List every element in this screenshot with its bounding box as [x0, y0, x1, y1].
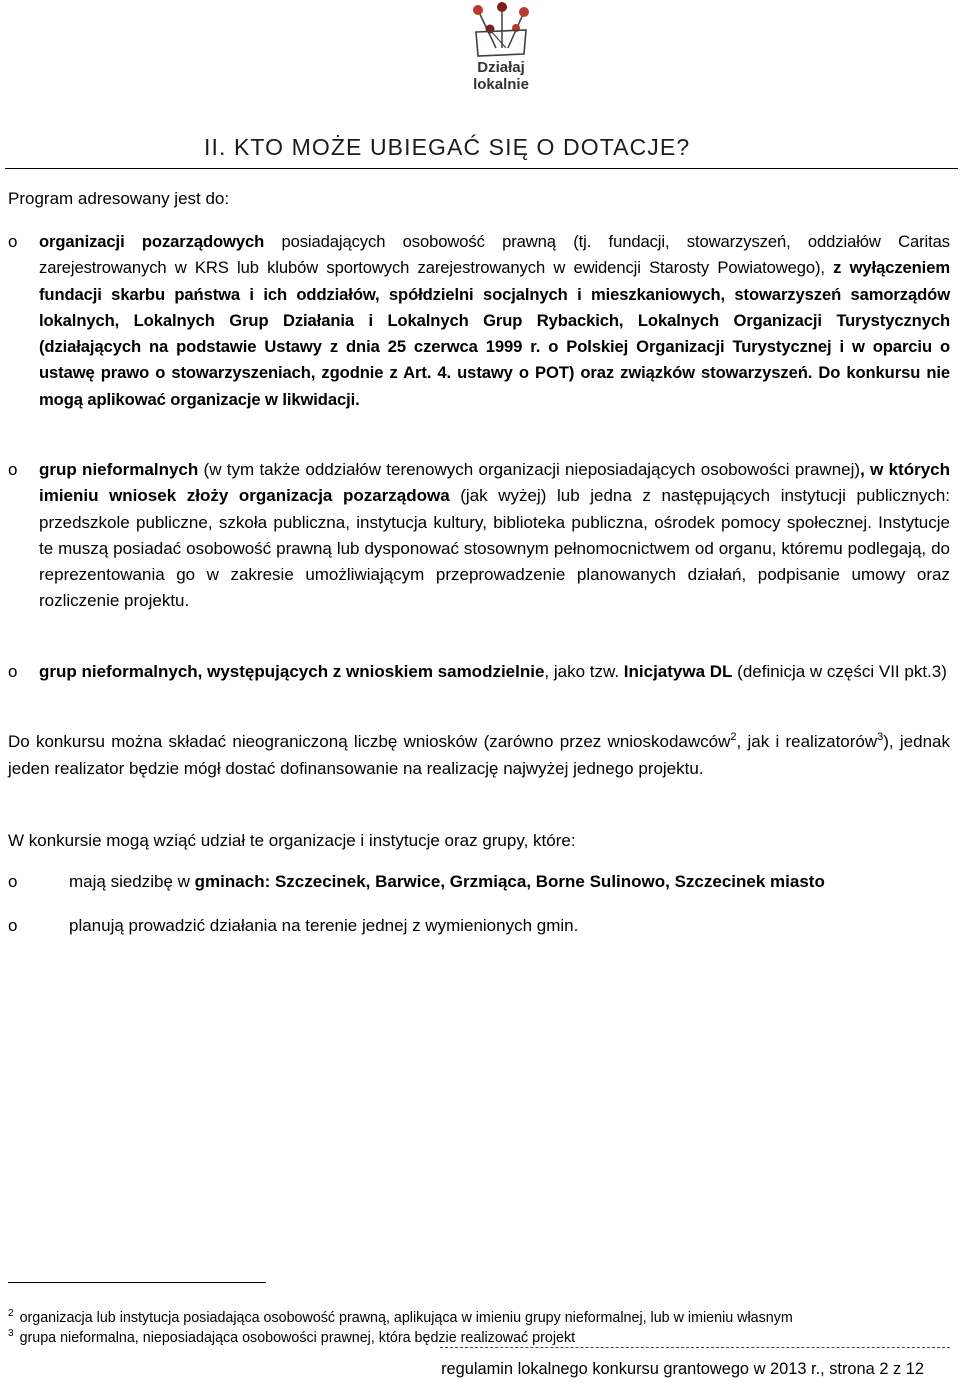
logo-line2: lokalnie — [473, 76, 529, 93]
paragraph-eligibility: W konkursie mogą wziąć udział te organizacje i instytucje oraz grupy, które: — [8, 831, 576, 850]
bold-text: grup nieformalnych — [39, 460, 199, 479]
footnote-divider — [8, 1282, 266, 1283]
flower-icon — [473, 2, 529, 56]
text: Do konkursu można składać nieograniczoną liczbę wniosków (zarówno przez wnioskodawców — [8, 732, 731, 751]
footnote-text: organizacja lub instytucja posiadająca osobowość prawną, aplikująca w imieniu grupy nieformalnej, lub w imieniu własnym — [19, 1310, 793, 1326]
section-heading: II. KTO MOŻE UBIEGAĆ SIĘ O DOTACJE? — [204, 134, 691, 160]
footnote — [8, 1309, 793, 1329]
logo-graphic — [466, 2, 536, 94]
heading-divider — [5, 168, 958, 169]
bullet-icon: o — [8, 662, 18, 681]
list-item — [8, 913, 953, 939]
text: (definicja w części VII pkt.3) — [732, 662, 947, 681]
bold-text: organizacji pozarządowych — [39, 232, 265, 251]
list-item-text — [69, 869, 953, 895]
list-item — [8, 869, 953, 895]
text: ), jednak jeden realizator będzie mógł dostać dofinansowanie na realizację najwyżej jednego projektu. — [8, 732, 950, 778]
list-item-text — [39, 229, 950, 413]
list-item — [8, 659, 950, 685]
text: mają siedzibę w — [69, 872, 195, 891]
text: , jako tzw. — [544, 662, 624, 681]
bold-text: grup nieformalnych, występujących z wnioskiem samodzielnie — [39, 662, 545, 681]
text: (jak wyżej) lub jedna z następujących instytucji publicznych: przedszkole publiczne, szkoła publiczna, instytucja kultury, biblioteka publiczna, ośrodek pomocy społecznej. Instytucje te muszą posiadać osobowość prawną lub dysponować stosownym pełnomocnictwem od organu, któremu podlegają, do reprezentowania go w zakresie umożliwiającym przeprowadzenie planowanych działań, podpisanie umowy oraz rozliczenie projektu. — [39, 486, 950, 611]
bold-text: , w których imieniu wniosek złoży organizacja pozarządowa — [39, 460, 950, 506]
dzialaj-lokalnie-logo — [466, 2, 536, 94]
footnote-text: grupa nieformalna, nieposiadająca osobowości prawnej, która będzie realizować projekt — [19, 1330, 576, 1346]
footer-divider — [440, 1347, 950, 1348]
footnote-number: 3 — [8, 1328, 14, 1339]
bullet-icon: o — [8, 916, 18, 935]
bold-text: z wyłączeniem fundacji skarbu państwa i ich oddziałów, spółdzielni socjalnych i mieszkaniowych, stowarzyszeń samorządów lokalnych, Lokalnych Grup Działania i Lokalnych Grup Rybackich, Lokalnych Organizacji Turystycznych (działających na podstawie Ustawy z dnia 25 czerwca 1999 r. o Polskiej Organizacji Turystycznej i w oparciu o ustawę prawo o stowarzyszeniach, zgodnie z Art. 4. ustawy o POT) oraz związków stowarzyszeń. Do konkursu nie mogą aplikować organizacje w likwidacji. — [39, 258, 950, 409]
list-item-text: planują prowadzić działania na terenie jednej z wymienionych gmin. — [69, 916, 579, 935]
footnote — [8, 1329, 575, 1349]
list-item-text — [39, 457, 950, 615]
list-item — [8, 457, 950, 615]
bold-text: Inicjatywa DL — [623, 662, 733, 681]
bullet-icon: o — [8, 232, 18, 251]
footnote-ref: 2 — [730, 731, 737, 743]
bullet-icon: o — [8, 872, 18, 891]
paragraph-applications — [8, 729, 950, 782]
text: posiadających osobowość prawną (tj. fundacji, stowarzyszeń, oddziałów Caritas zarejestrowanych w KRS lub klubów sportowych zarejestrowanych w ewidencji Starosty Powiatowego), — [39, 232, 950, 278]
bullet-icon: o — [8, 460, 18, 479]
bold-text: gminach: Szczecinek, Barwice, Grzmiąca, Borne Sulinowo, Szczecinek miasto — [194, 872, 825, 891]
text: (w tym także oddziałów terenowych organizacji nieposiadających osobowości prawnej) — [198, 460, 861, 479]
logo-line1: Działaj — [477, 59, 525, 76]
list-item-text — [39, 659, 950, 685]
footnote-number: 2 — [8, 1308, 14, 1319]
intro-text: Program adresowany jest do: — [8, 189, 230, 208]
text: , jak i realizatorów — [736, 732, 878, 751]
page-footer: regulamin lokalnego konkursu grantowego w 2013 r., strona 2 z 12 — [441, 1360, 924, 1378]
list-item — [8, 229, 950, 413]
footnote-ref: 3 — [877, 731, 884, 743]
